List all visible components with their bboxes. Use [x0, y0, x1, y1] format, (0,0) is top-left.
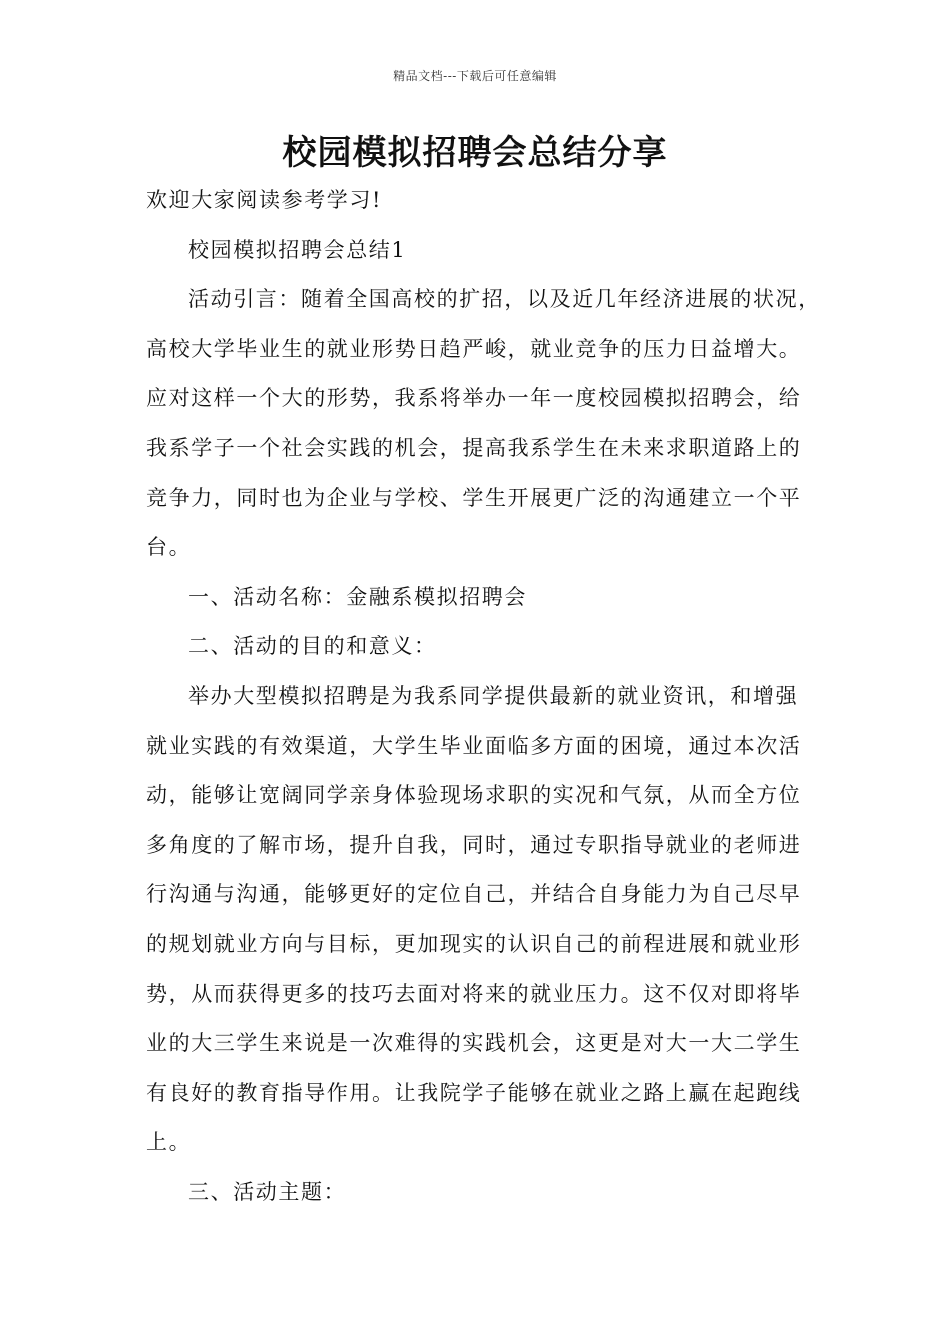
text-line: 我系学子一个社会实践的机会，提高我系学生在未来求职道路上的: [146, 435, 802, 460]
text-line: 行沟通与沟通，能够更好的定位自己，并结合自身能力为自己尽早: [146, 882, 802, 907]
text-line: 举办大型模拟招聘是为我系同学提供最新的就业资讯，和增强: [188, 683, 799, 708]
document-title: 校园模拟招聘会总结分享: [282, 133, 668, 173]
text-line: 一、活动名称：金融系模拟招聘会: [188, 584, 527, 609]
text-line: 就业实践的有效渠道，大学生毕业面临多方面的困境，通过本次活: [146, 733, 802, 758]
text-line: 动，能够让宽阔同学亲身体验现场求职的实况和气氛，从而全方位: [146, 783, 802, 808]
text-line: 上。: [146, 1130, 192, 1155]
text-line: 势，从而获得更多的技巧去面对将来的就业压力。这不仅对即将毕: [146, 981, 802, 1006]
text-line: 活动引言：随着全国高校的扩招，以及近几年经济进展的状况，: [188, 287, 821, 312]
text-line: 有良好的教育指导作用。让我院学子能够在就业之路上赢在起跑线: [146, 1080, 802, 1105]
text-line: 欢迎大家阅读参考学习!: [146, 188, 383, 212]
header-note: 精品文档---下载后可任意编辑: [393, 69, 557, 83]
text-line: 高校大学毕业生的就业形势日趋严峻，就业竞争的压力日益增大。: [146, 336, 802, 361]
text-line: 校园模拟招聘会总结1: [188, 237, 407, 262]
text-line: 应对这样一个大的形势，我系将举办一年一度校园模拟招聘会，给: [146, 386, 802, 411]
text-line: 业的大三学生来说是一次难得的实践机会，这更是对大一大二学生: [146, 1031, 802, 1056]
text-line: 台。: [146, 535, 192, 560]
text-line: 的规划就业方向与目标，更加现实的认识自己的前程进展和就业形: [146, 931, 802, 956]
text-line: 二、活动的目的和意义：: [188, 634, 437, 659]
document-body: [146, 176, 826, 1217]
text-line: 竞争力，同时也为企业与学校、学生开展更广泛的沟通建立一个平: [146, 485, 802, 510]
text-line: 三、活动主题：: [188, 1179, 347, 1204]
text-line: 多角度的了解市场，提升自我，同时，通过专职指导就业的老师进: [146, 832, 802, 857]
